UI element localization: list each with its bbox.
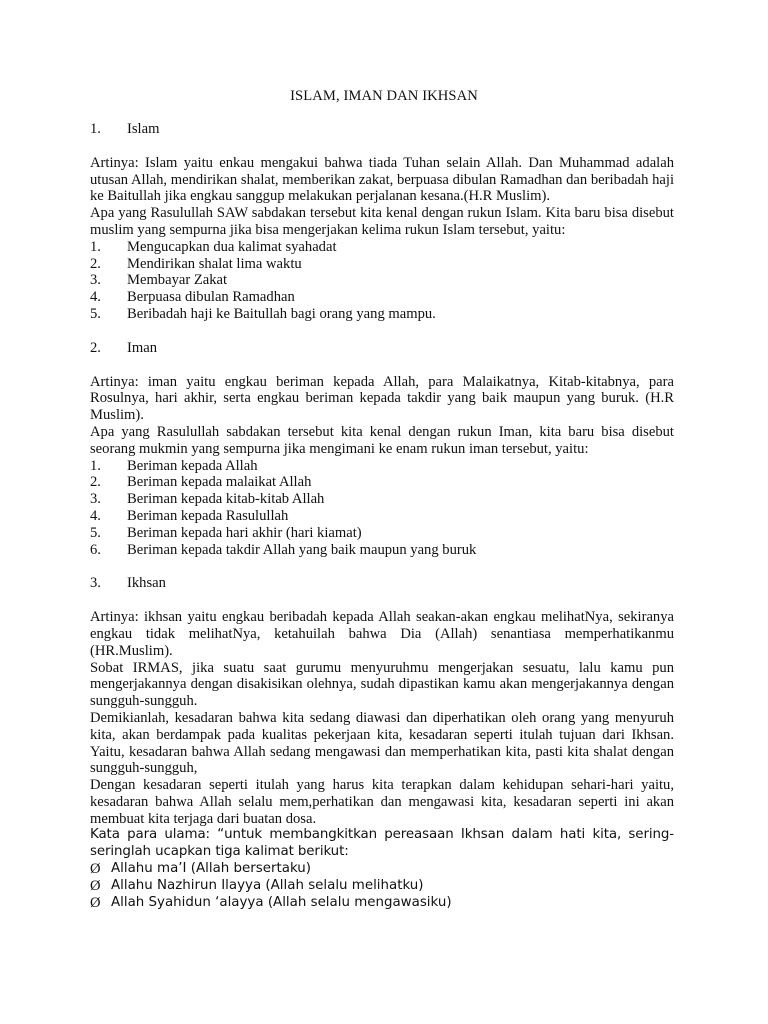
section-heading-iman — [90, 340, 674, 357]
quote-intro: Kata para ulama: “untuk membangkitkan pereasaan Ikhsan dalam hati kita, sering-seringlah ucapkan tiga kalimat berikut: — [90, 827, 674, 860]
section-heading-islam — [90, 121, 674, 138]
list-item: 6. Beriman kepada takdir Allah yang baik maupun yang buruk — [90, 541, 477, 558]
rukun-iman-list — [90, 458, 674, 559]
bullet-icon: Ø — [90, 877, 101, 894]
list-item: 3. Beriman kepada kitab-kitab Allah — [90, 491, 325, 508]
list-item: 2. Beriman kepada malaikat Allah — [90, 474, 312, 491]
list-item: 1. Beriman kepada Allah — [90, 457, 258, 474]
paragraph: Demikianlah, kesadaran bahwa kita sedang diawasi dan diperhatikan oleh orang yang menyuruh kita, akan berdampak pada kualitas pekerjaan kita, kesadaran seperti itulah tujuan dari Ikhsan. Yaitu, kesadaran bahwa Allah sedang mengawasi dan memperhatikan kita, pasti kita shalat dengan sungguh-sungguh, — [90, 709, 674, 777]
list-item: 4. Beriman kepada Rasulullah — [90, 507, 289, 524]
section-heading-ikhsan — [90, 575, 674, 592]
section-number: 3. — [90, 575, 101, 592]
bullet-icon: Ø — [90, 894, 101, 911]
dhikr-item: Ø Allahu ma’I (Allah bersertaku) — [90, 861, 311, 878]
list-item: 5. Beriman kepada hari akhir (hari kiamat) — [90, 524, 362, 541]
section-title: Ikhsan — [127, 575, 166, 592]
paragraph: Artinya: iman yaitu engkau beriman kepada Allah, para Malaikatnya, Kitab-kitabnya, para Rosulnya, hari akhir, serta engkau beriman kepada takdir yang baik maupun yang buruk. (H.R Muslim). — [90, 373, 674, 424]
paragraph: Apa yang Rasulullah sabdakan tersebut kita kenal dengan rukun Iman, kita baru bisa disebut seorang mukmin yang sempurna jika mengimani ke enam rukun iman tersebut, yaitu: — [90, 423, 674, 457]
paragraph: Artinya: ikhsan yaitu engkau beribadah kepada Allah seakan-akan engkau melihatNya, sekiranya engkau tidak melihatNya, ketahuilah bahwa Dia (Allah) senantiasa memperhatikanmu (HR.Muslim). — [90, 609, 674, 659]
section-number: 1. — [90, 121, 101, 137]
paragraph: Apa yang Rasulullah SAW sabdakan tersebut kita kenal dengan rukun Islam. Kita baru bisa disebut muslim yang sempurna jika bisa mengerjakan kelima rukun Islam tersebut, yaitu: — [90, 205, 674, 238]
list-item: 5. Beribadah haji ke Baitullah bagi orang yang mampu. — [90, 305, 436, 322]
list-item: 3. Membayar Zakat — [90, 272, 228, 289]
dhikr-item: Ø Allah Syahidun ‘alayya (Allah selalu mengawasiku) — [90, 894, 452, 911]
section-title: Iman — [127, 339, 157, 356]
document-body — [90, 121, 674, 911]
list-item: 4. Berpuasa dibulan Ramadhan — [90, 289, 295, 306]
bullet-icon: Ø — [90, 861, 101, 878]
paragraph: Sobat IRMAS, jika suatu saat gurumu menyuruhmu mengerjakan sesuatu, lalu kamu pun mengerjakannya dengan disakisikan olehnya, sudah dipastikan kamu akan mengerjakannya dengan sungguh-sungguh. — [90, 659, 674, 710]
document-title: ISLAM, IMAN DAN IKHSAN — [290, 88, 478, 104]
section-number: 2. — [90, 339, 101, 356]
list-item: 2. Mendirikan shalat lima waktu — [90, 255, 302, 272]
list-item: 1. Mengucapkan dua kalimat syahadat — [90, 238, 337, 255]
paragraph: Artinya: Islam yaitu enkau mengakui bahwa tiada Tuhan selain Allah. Dan Muhammad adalah utusan Allah, mendirikan shalat, memberikan zakat, berpuasa dibulan Ramadhan dan beribadah haji ke Baitullah jika engkau sanggup melakukan perjalanan kesana.(H.R Muslim). — [90, 154, 674, 205]
dhikr-item: Ø Allahu Nazhirun Ilayya (Allah selalu melihatku) — [90, 877, 424, 894]
rukun-islam-list — [90, 239, 674, 323]
section-title: Islam — [127, 121, 160, 137]
paragraph: Dengan kesadaran seperti itulah yang harus kita terapkan dalam kehidupan sehari-hari yaitu, kesadaran bahwa Allah selalu mem,perhatikan dan mengawasi kita, kesadaran seperti ini akan membuat kita terjaga dari buatan dosa. — [90, 777, 674, 827]
